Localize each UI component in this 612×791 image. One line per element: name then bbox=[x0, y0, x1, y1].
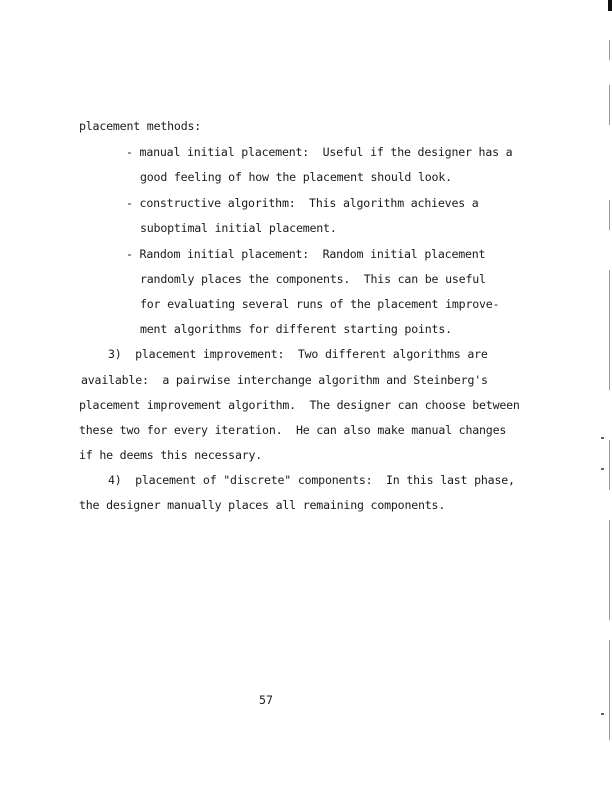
scan-dash-mark bbox=[601, 437, 604, 439]
text-line: suboptimal initial placement. bbox=[140, 221, 337, 235]
scan-edge-mark bbox=[609, 270, 610, 390]
text-line: placement improvement algorithm. The designer can choose between bbox=[79, 398, 520, 412]
text-line: the designer manually places all remaining components. bbox=[79, 498, 446, 512]
scan-dash-mark bbox=[601, 468, 604, 470]
text-line: good feeling of how the placement should look. bbox=[140, 170, 452, 184]
text-line: placement methods: bbox=[79, 119, 202, 133]
text-line: for evaluating several runs of the placement improve- bbox=[140, 297, 500, 311]
text-line: - manual initial placement: Useful if the designer has a bbox=[126, 145, 513, 159]
text-line: if he deems this necessary. bbox=[79, 448, 263, 462]
text-line: - constructive algorithm: This algorithm achieves a bbox=[126, 196, 479, 210]
scan-dash-mark bbox=[601, 713, 604, 715]
scan-edge-mark bbox=[609, 40, 610, 60]
page-number: 57 bbox=[259, 693, 273, 707]
scan-corner-mark bbox=[608, 0, 612, 11]
text-line: these two for every iteration. He can also make manual changes bbox=[79, 423, 507, 437]
text-line: randomly places the components. This can be useful bbox=[140, 272, 486, 286]
scan-edge-mark bbox=[609, 440, 610, 490]
text-line: available: a pairwise interchange algorithm and Steinberg's bbox=[81, 373, 488, 387]
scan-edge-mark bbox=[609, 640, 610, 740]
scan-edge-mark bbox=[609, 200, 610, 230]
scan-edge-mark bbox=[609, 520, 610, 620]
text-line: - Random initial placement: Random initial placement bbox=[126, 247, 486, 261]
text-line: 4) placement of "discrete" components: In this last phase, bbox=[108, 473, 515, 487]
text-line: ment algorithms for different starting points. bbox=[140, 322, 452, 336]
text-line: 3) placement improvement: Two different algorithms are bbox=[108, 347, 488, 361]
scan-edge-mark bbox=[609, 85, 610, 125]
